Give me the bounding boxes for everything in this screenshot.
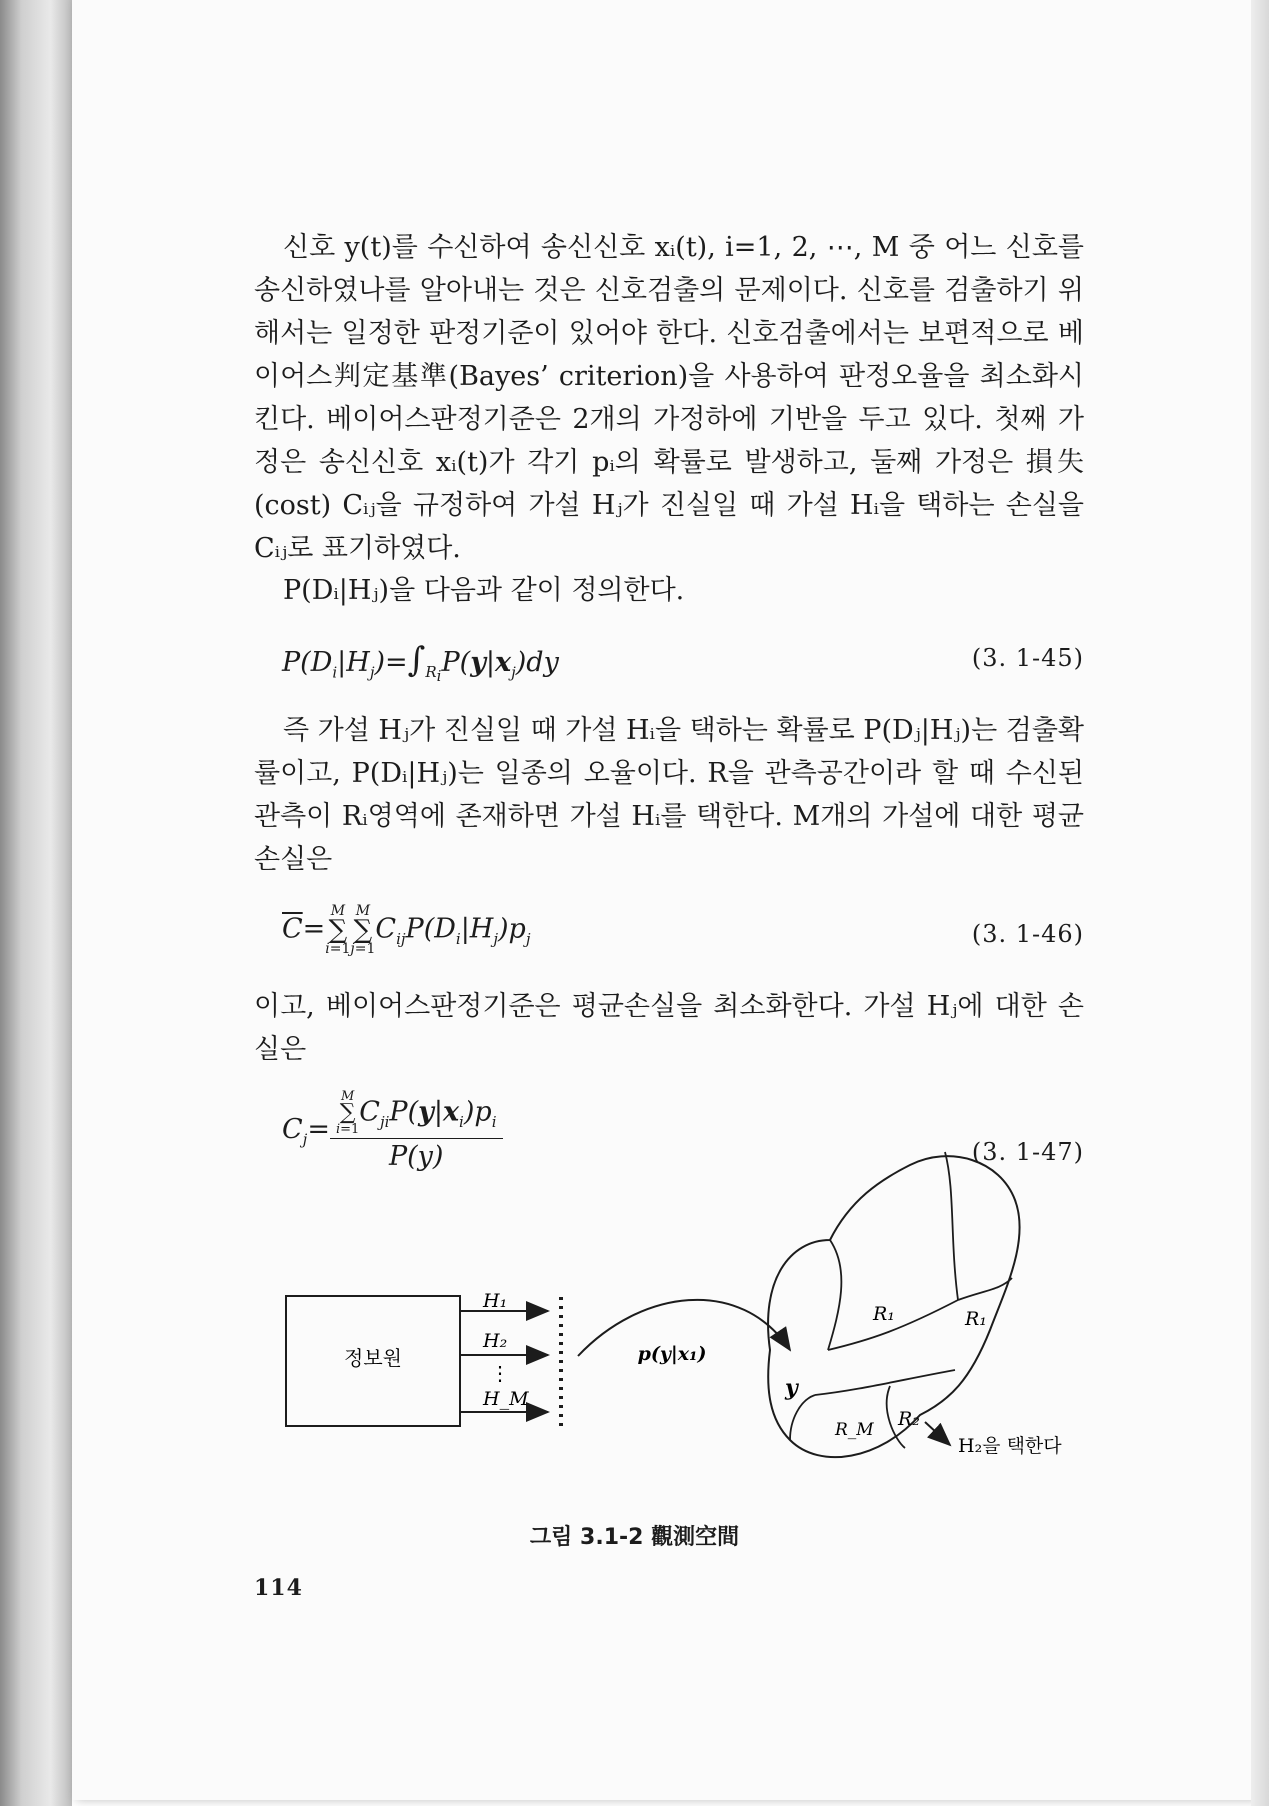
paragraph-2: P(Dᵢ|Hⱼ)을 다음과 같이 정의한다. — [283, 575, 685, 606]
paragraph-3: 즉 가설 Hⱼ가 진실일 때 가설 Hᵢ을 택하는 확률로 P(Dⱼ|Hⱼ)는 검출확률이고, P(Dᵢ|Hⱼ)는 일종의 오율이다. R을 관측공간이라 할 때 수신된 관측이 Rᵢ영역에 존재하면 가설 Hᵢ를 택한다. M개의 가설에 대한 평균손실은 — [254, 715, 1084, 875]
figure-caption: 그림 3.1-2 觀測空間 — [529, 1525, 740, 1550]
region-boundary — [828, 1240, 841, 1350]
source-label: 정보원 — [344, 1346, 402, 1370]
region-boundary — [790, 1395, 815, 1440]
observation-label: y — [785, 1375, 798, 1401]
equation-3-1-45: $P(D_i|H_j)=\int_{R_i}P(y|x_j)dy$ — [282, 640, 559, 686]
decision-label: H₂을 택한다 — [958, 1435, 1062, 1457]
equation-3-1-46: $\overline{C}=M$ ∑ i=1M ∑ $j=1C_{ij}P(D_i|H_j)p_j$ — [282, 903, 531, 957]
hypothesis-label: H₁ — [483, 1290, 508, 1312]
region-boundary — [945, 1152, 958, 1300]
hypothesis-label: H₂ — [483, 1330, 508, 1352]
transition-label: p(y|x₁) — [637, 1343, 707, 1365]
region-label: R₁ — [965, 1308, 987, 1330]
equation-number: (3. 1-47) — [971, 1138, 1084, 1166]
region-label: R₁ — [873, 1303, 895, 1325]
equation-number: (3. 1-45) — [971, 644, 1084, 672]
page-number: 114 — [254, 1575, 303, 1601]
decision-arrow — [925, 1422, 950, 1445]
region-label: R₂ — [898, 1408, 920, 1430]
region-label: R_M — [835, 1420, 874, 1440]
equation-3-1-47: $C_j=$ M ∑ $i=1C_{ji}P(y|x_i)p_i$ P(y) — [282, 1090, 503, 1180]
hypothesis-label: H_M — [483, 1388, 529, 1410]
paragraph-4: 이고, 베이어스판정기준은 평균손실을 최소화한다. 가설 Hⱼ에 대한 손실은 — [254, 991, 1084, 1065]
region-boundary — [815, 1370, 955, 1395]
ellipsis: ⋮ — [490, 1361, 510, 1385]
paragraph-1: 신호 y(t)를 수신하여 송신신호 xᵢ(t), i=1, 2, ⋯, M 중 어느 신호를 송신하였나를 알아내는 것은 신호검출의 문제이다. 신호를 검출하기 위해서는 일정한 판정기준이 있어야 한다. 신호검출에서는 보편적으로 베이어스判定基準(Bayes’ criterion)을 사용하여 판정오율을 최소화시킨다. 베이어스판정기준은 2개의 가정하에 기반을 두고 있다. 첫째 가정은 송신신호 xᵢ(t)가 각기 pᵢ의 확률로 발생하고, 둘째 가정은 損失(cost) Cᵢⱼ을 규정하여 가설 Hⱼ가 진실일 때 가설 Hᵢ을 택하는 손실을 Cᵢⱼ로 표기하였다. — [254, 232, 1084, 564]
equation-number: (3. 1-46) — [971, 920, 1084, 948]
